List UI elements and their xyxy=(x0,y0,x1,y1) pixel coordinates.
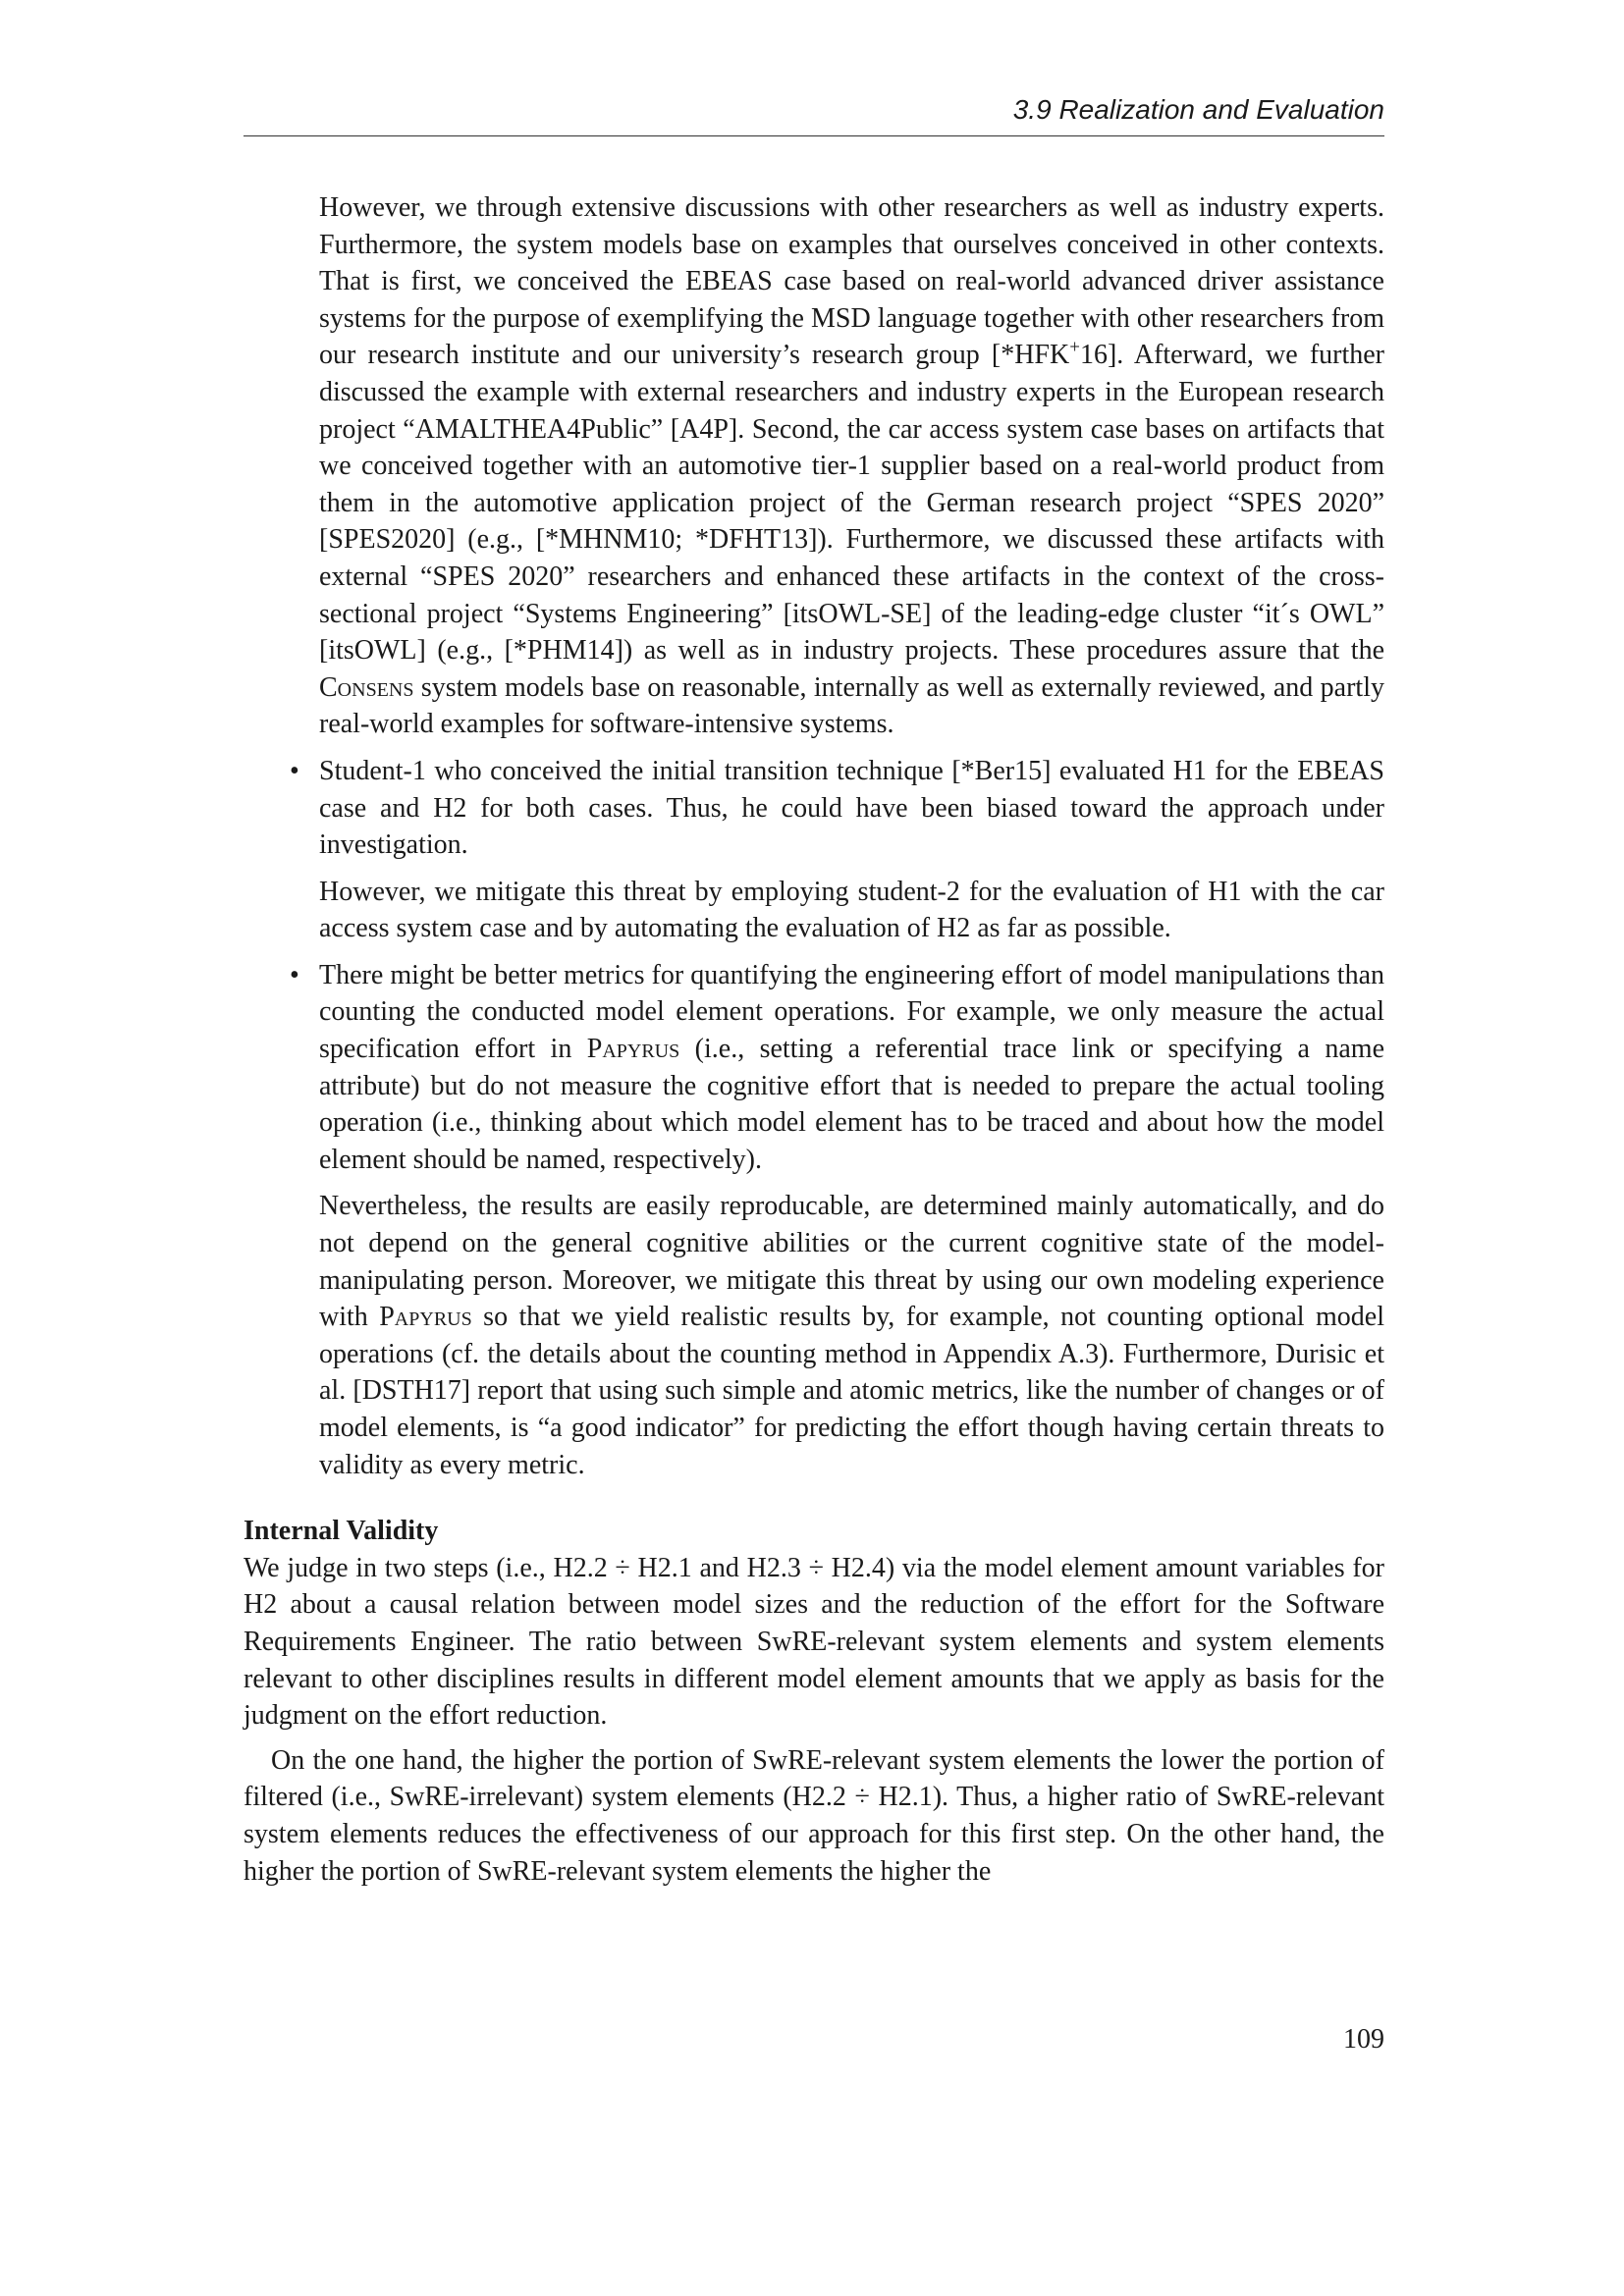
bullet-text xyxy=(319,957,1384,1179)
paragraph-text: However, we through extensive discussions with other researchers as well as industry experts. Furthermore, the system models base on examples that ourselves conceived in other contexts. That is first, we conceived the EBEAS case based on real-world advanced driver assistance systems for the purpose of exemplifying the MSD language together with other researchers from our research institute and our university’s research group [*HFK xyxy=(319,192,1384,371)
list-item xyxy=(290,753,1384,864)
bullet-icon: • xyxy=(290,959,299,990)
list-item xyxy=(290,957,1384,1179)
header-rule xyxy=(244,135,1384,136)
bullet-text: Student-1 who conceived the initial transition technique [*Ber15] evaluated H1 for the EBEAS case and H2 for both cases. Thus, he could have been biased toward the approach under investigation. xyxy=(319,755,1384,861)
superscript: + xyxy=(1069,338,1080,359)
tool-name: Papyrus xyxy=(586,1034,680,1065)
paragraph: We judge in two steps (i.e., H2.2 ÷ H2.1 and H2.3 ÷ H2.4) via the model element amount variables for H2 about a causal relation between model sizes and the reduction of the effort for the Software Requirements Engineer. The ratio between SwRE-relevant system elements and system elements relevant to other disciplines results in different model element amounts that we apply as basis for the judgment on the effort reduction. xyxy=(244,1552,1384,1732)
paragraph: On the one hand, the higher the portion of SwRE-relevant system elements the lower the portion of filtered (i.e., SwRE-irrelevant) system elements (H2.2 ÷ H2.1). Thus, a higher ratio of SwRE-relevant system elements reduces the effectiveness of our approach for this first step. On the other hand, the higher the portion of SwRE-relevant system elements the higher the xyxy=(244,1744,1384,1887)
paragraph-text: Nevertheless, the results are easily reproducable, are determined mainly automatically, and do not depend on the general cognitive abilities or the current cognitive state of the model-manipulating person. Moreover, we mitigate this threat by using our own modeling experience with xyxy=(319,1191,1384,1333)
page-number: 109 xyxy=(1343,2024,1384,2055)
tool-name: Consens xyxy=(319,671,414,703)
section-heading: Internal Validity xyxy=(244,1516,439,1547)
paragraph-text: 16]. Afterward, we further discussed the example with external researchers and industry experts in the European research project “AMALTHEA4Public” [A4P]. Second, the car access system case bases on artifacts that we conceived together with an automotive tier-1 supplier based on a real-world product from them in the automotive application project of the German research project “SPES 2020” [SPES2020] (e.g., [*MHNM10; *DFHT13]). Furthermore, we discussed these artifacts with external “SPES 2020” researchers and enhanced these artifacts in the context of the cross-sectional project “Systems Engineering” [itsOWL-SE] of the leading-edge cluster “it´s OWL” [itsOWL] (e.g., [*PHM14]) as well as in industry projects. These procedures assure that the xyxy=(319,340,1384,667)
threat-mitigation-paragraph xyxy=(319,189,1384,743)
paragraph-text: so that we yield realistic results by, for example, not counting optional model operations (cf. the details about the counting method in Appendix A.3). Furthermore, Durisic et al. [DSTH17] report that using such simple and atomic metrics, like the number of changes or of model elements, is “a good indicator” for predicting the effort though having certain threats to validity as every metric. xyxy=(319,1302,1384,1480)
body-text xyxy=(244,189,1384,1890)
bullet-icon: • xyxy=(290,755,299,786)
bullet-mitigation: However, we mitigate this threat by employing student-2 for the evaluation of H1 with the car access system case and by automating the evaluation of H2 as far as possible. xyxy=(319,876,1384,944)
tool-name: Papyrus xyxy=(379,1302,472,1333)
running-head: 3.9 Realization and Evaluation xyxy=(1012,94,1384,125)
paragraph-text: There might be better metrics for quantifying the engineering effort of model manipulations than counting the conducted model element operations. For example, we only measure the actual specification effort in xyxy=(319,959,1384,1065)
paragraph-text: (i.e., setting a referential trace link or specifying a name attribute) but do not measure the cognitive effort that is needed to prepare the actual tooling operation (i.e., thinking about which model element has to be traced and about how the model element should be named, respectively). xyxy=(319,1034,1384,1175)
paragraph-text: system models base on reasonable, internally as well as externally reviewed, and partly real-world examples for software-intensive systems. xyxy=(319,671,1384,740)
bullet-mitigation xyxy=(319,1188,1384,1483)
